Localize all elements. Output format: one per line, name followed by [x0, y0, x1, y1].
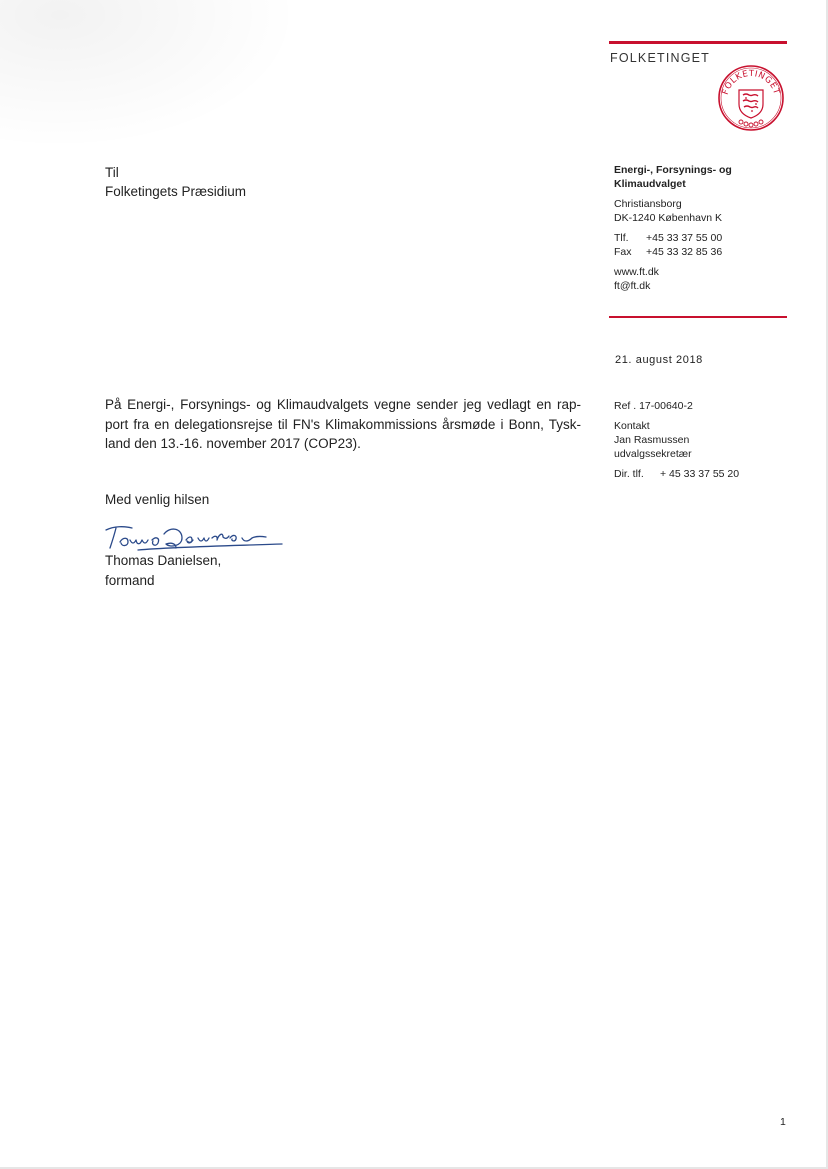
- committee-name-line2: Klimaudvalget: [614, 178, 686, 190]
- letter-body: [105, 395, 581, 454]
- fax-row: [614, 245, 732, 259]
- address-line1: Christiansborg: [614, 198, 682, 210]
- address-line2: DK-1240 København K: [614, 212, 722, 224]
- closing-greeting: Med venlig hilsen: [105, 492, 210, 507]
- phone-label: Tlf.: [614, 232, 629, 244]
- page-number: 1: [780, 1116, 786, 1128]
- recipient-to: Til: [105, 165, 119, 180]
- contact-name: Jan Rasmussen: [614, 434, 690, 446]
- direct-phone-label: Dir. tlf.: [614, 468, 644, 480]
- email-link[interactable]: ft@ft.dk: [614, 280, 651, 292]
- seal-text: FOLKETINGET: [720, 68, 782, 97]
- direct-phone-value: + 45 33 37 55 20: [660, 468, 740, 480]
- body-line: port fra en delegationsrejse til FN's Klimakommissions årsmøde i Bonn, Tysk-: [105, 416, 581, 432]
- recipient-name: Folketingets Præsidium: [105, 184, 247, 199]
- body-line: land den 13.-16. november 2017 (COP23).: [105, 436, 361, 451]
- phone-row: [614, 231, 732, 245]
- letter-date: 21. august 2018: [615, 354, 703, 366]
- signer-title: formand: [105, 573, 155, 588]
- fax-label: Fax: [614, 246, 632, 258]
- sidebar-rule: [609, 316, 787, 318]
- website-link[interactable]: www.ft.dk: [614, 266, 659, 278]
- handwritten-signature: [102, 520, 292, 554]
- signer-name: Thomas Danielsen,: [105, 553, 222, 568]
- recipient-block: [105, 163, 246, 201]
- header-rule: [609, 41, 787, 44]
- body-line: På Energi-, Forsynings- og Klimaudvalgets vegne sender jeg vedlagt en rap-: [105, 397, 581, 412]
- contact-title: udvalgssekretær: [614, 448, 692, 460]
- fax-value: +45 33 32 85 36: [646, 246, 723, 258]
- org-name: FOLKETINGET: [610, 51, 711, 65]
- folketinget-seal-icon: [717, 64, 785, 132]
- sender-address-block: [614, 163, 732, 293]
- reference-block: [614, 399, 739, 481]
- direct-phone-row: [614, 467, 739, 481]
- reference-number: Ref . 17-00640-2: [614, 400, 693, 412]
- signer-block: [105, 551, 221, 591]
- scan-shadow: [0, 0, 300, 150]
- contact-label: Kontakt: [614, 420, 650, 432]
- phone-value: +45 33 37 55 00: [646, 232, 723, 244]
- committee-name-line1: Energi-, Forsynings- og: [614, 164, 732, 176]
